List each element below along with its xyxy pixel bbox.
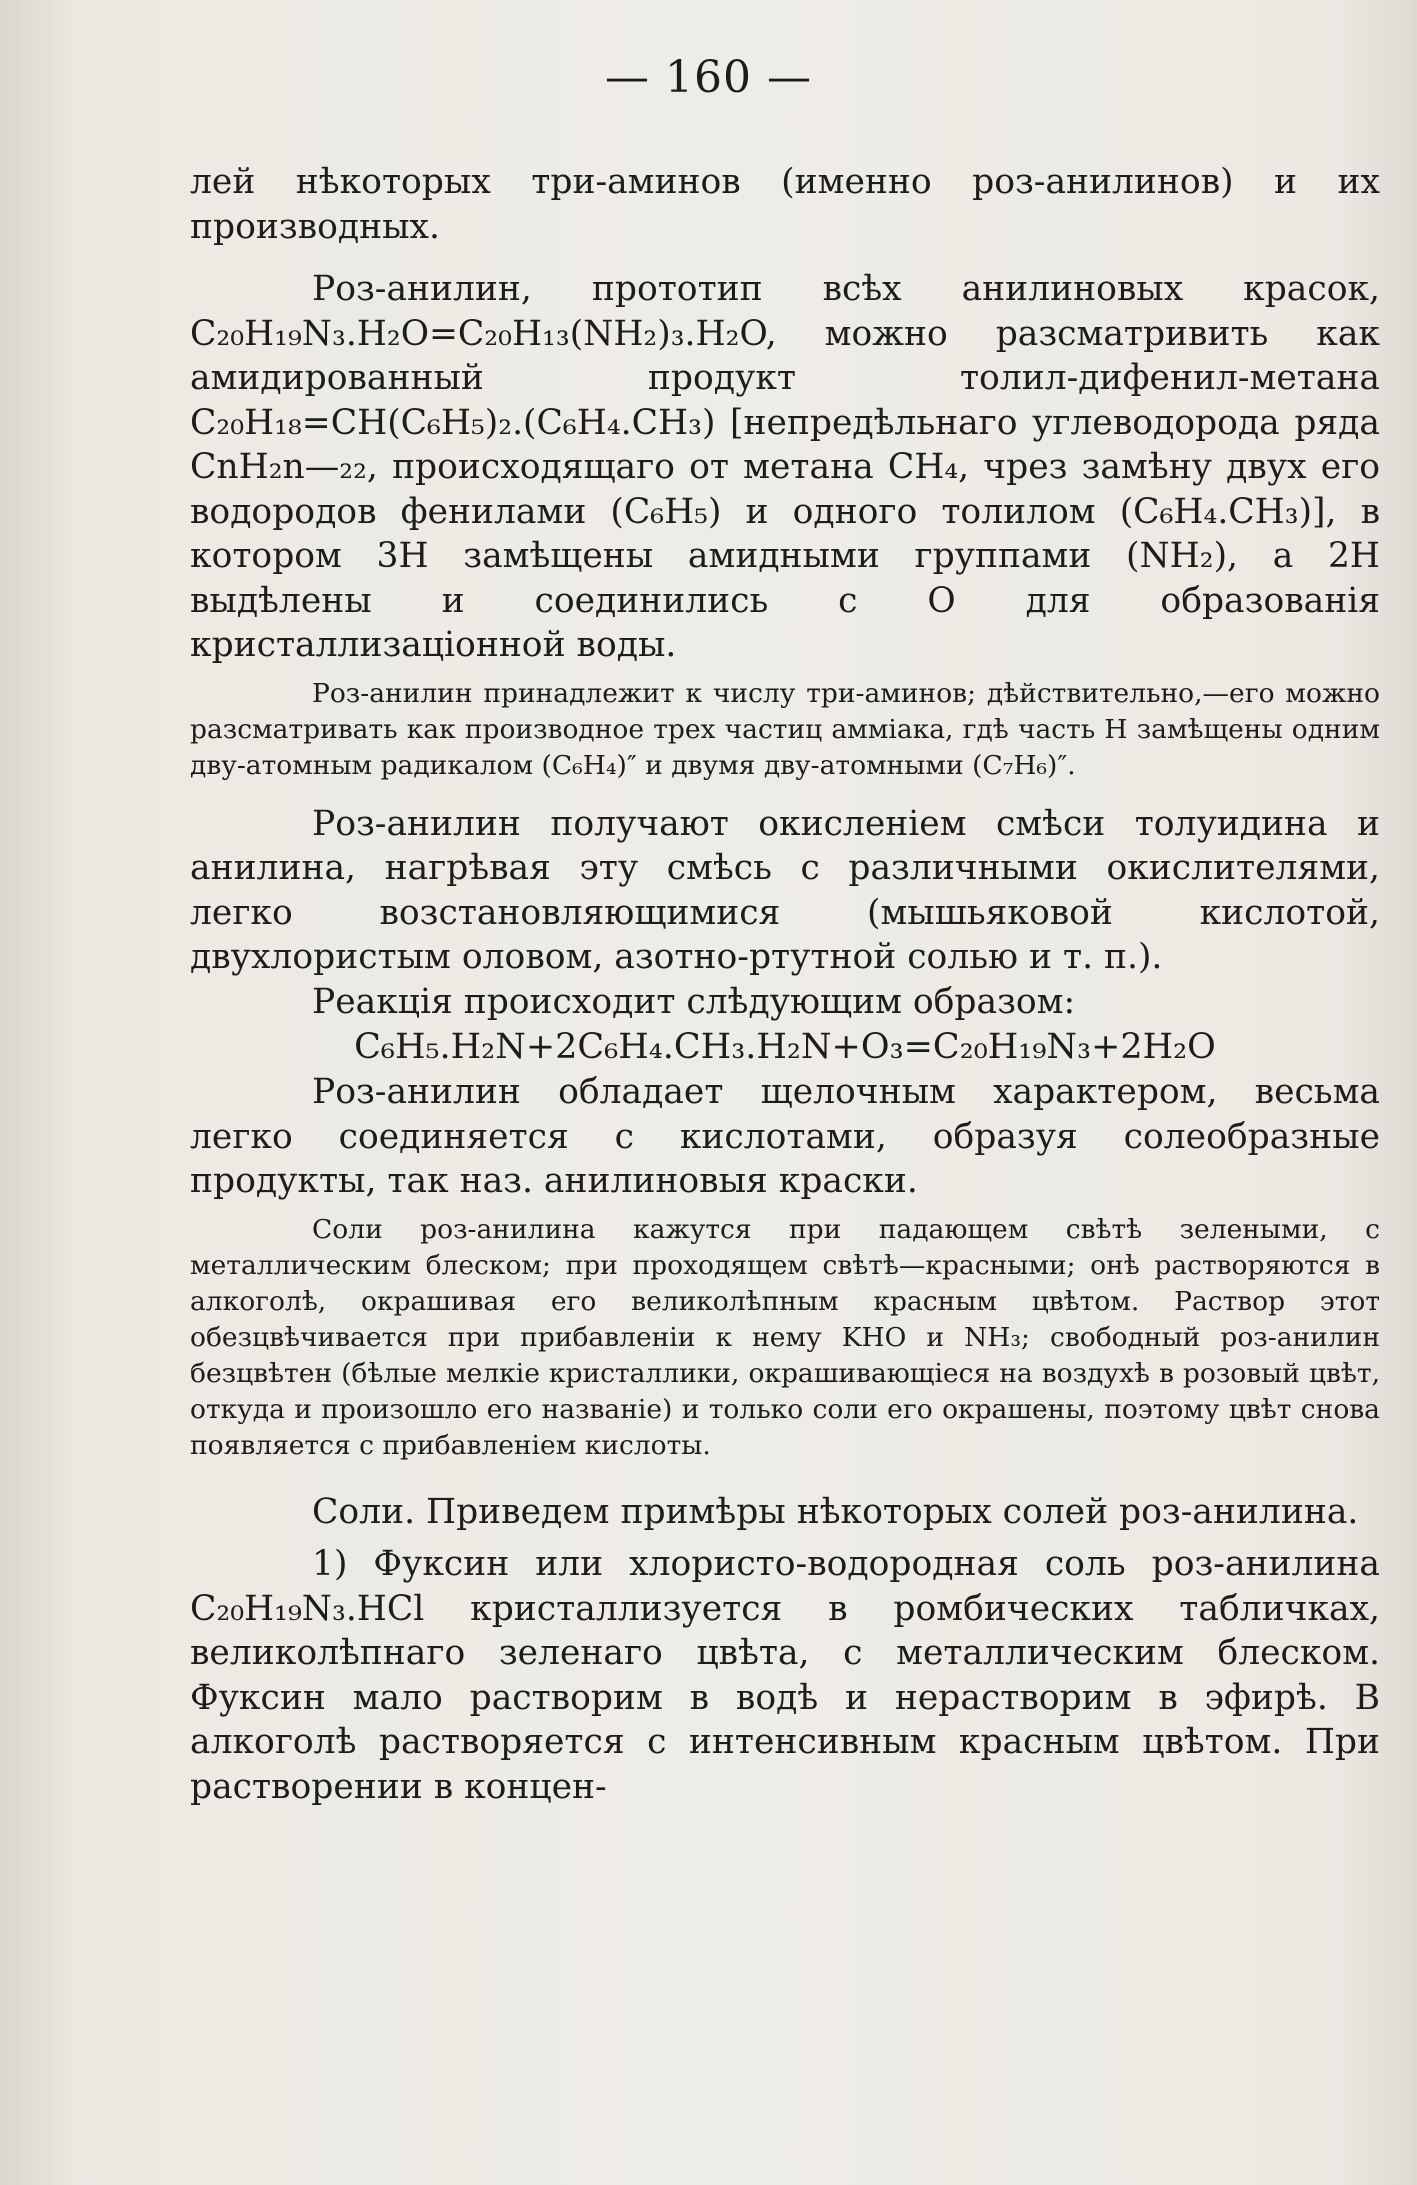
paragraph-fuchsine: 1) Фуксин или хлористо-водородная соль роз-анилина C₂₀H₁₉N₃.HCl кристаллизуется в ромбических табличках, великолѣпнаго зеленаго цвѣта, с металлическим блеском. Фуксин мало растворим в водѣ и нерастворим в эфирѣ. В алкоголѣ растворяется с интенсивным красным цвѣтом. При растворении в концен-	[190, 1544, 1380, 1807]
page-number: — 160 —	[605, 52, 812, 103]
paragraph-preparation: Роз-анилин получают окисленіем смѣси толуидина и анилина, нагрѣвая эту смѣсь с различными окислителями, легко возстановляющимися (мышьяковой кислотой, двухлористым оловом, азотно-ртутной солью и т. п.).	[190, 803, 1380, 977]
paragraph-continuation: лей нѣкоторых три-аминов (именно роз-анилинов) и их производных.	[190, 162, 1380, 247]
note-salts-color: Соли роз-анилина кажутся при падающем свѣтѣ зелеными, с металлическим блеском; при проходящем свѣтѣ—красными; онѣ растворяются в алкоголѣ, окрашивая его великолѣпным красным цвѣтом. Раствор этот обезцвѣчивается при прибавленіи к нему KHO и NH₃; свободный роз-анилин безцвѣтен (бѣлые мелкіе кристаллики, окрашивающіеся на воздухѣ в розовый цвѣт, откуда и произошло его названіе) и только соли его окрашены, поэтому цвѣт снова появляется с прибавленіем кислоты.	[190, 1213, 1380, 1461]
reaction-equation: C₆H₅.H₂N+2C₆H₄.CH₃.H₂N+O₃=C₂₀H₁₉N₃+2H₂O	[354, 1027, 1216, 1067]
paragraph-reaction-intro: Реакція происходит слѣдующим образом:	[312, 981, 1076, 1022]
paragraph-rosaniline-definition: Роз-анилин, прототип всѣх анилиновых красок, C₂₀H₁₉N₃.H₂O=C₂₀H₁₃(NH₂)₃.H₂O, можно разсматривить как амидированный продукт толил-дифенил-метана C₂₀H₁₈=CH(C₆H₅)₂.(C₆H₄.CH₃) [непредѣльнаго углеводорода ряда CnH₂n—₂₂, происходящаго от метана CH₄, чрез замѣну двух его водородов фенилами (C₆H₅) и одного толилом (C₆H₄.CH₃)], в котором 3H замѣщены амидными группами (NH₂), а 2H выдѣлены и соединились с O для образованія кристаллизаціонной воды.	[190, 269, 1380, 665]
paragraph-alkaline-character: Роз-анилин обладает щелочным характером, весьма легко соединяется с кислотами, образуя солеобразные продукты, так наз. анилиновыя краски.	[190, 1072, 1380, 1201]
body-text	[190, 160, 1380, 1809]
paragraph-salts-heading: Соли. Приведем примѣры нѣкоторых солей роз-анилина.	[312, 1491, 1359, 1532]
note-triamine: Роз-анилин принадлежит к числу три-аминов; дѣйствительно,—его можно разсматривать как производное трех частиц амміака, гдѣ часть H замѣщены одним дву-атомным радикалом (C₆H₄)″ и двумя дву-атомными (C₇H₆)″.	[190, 677, 1380, 781]
